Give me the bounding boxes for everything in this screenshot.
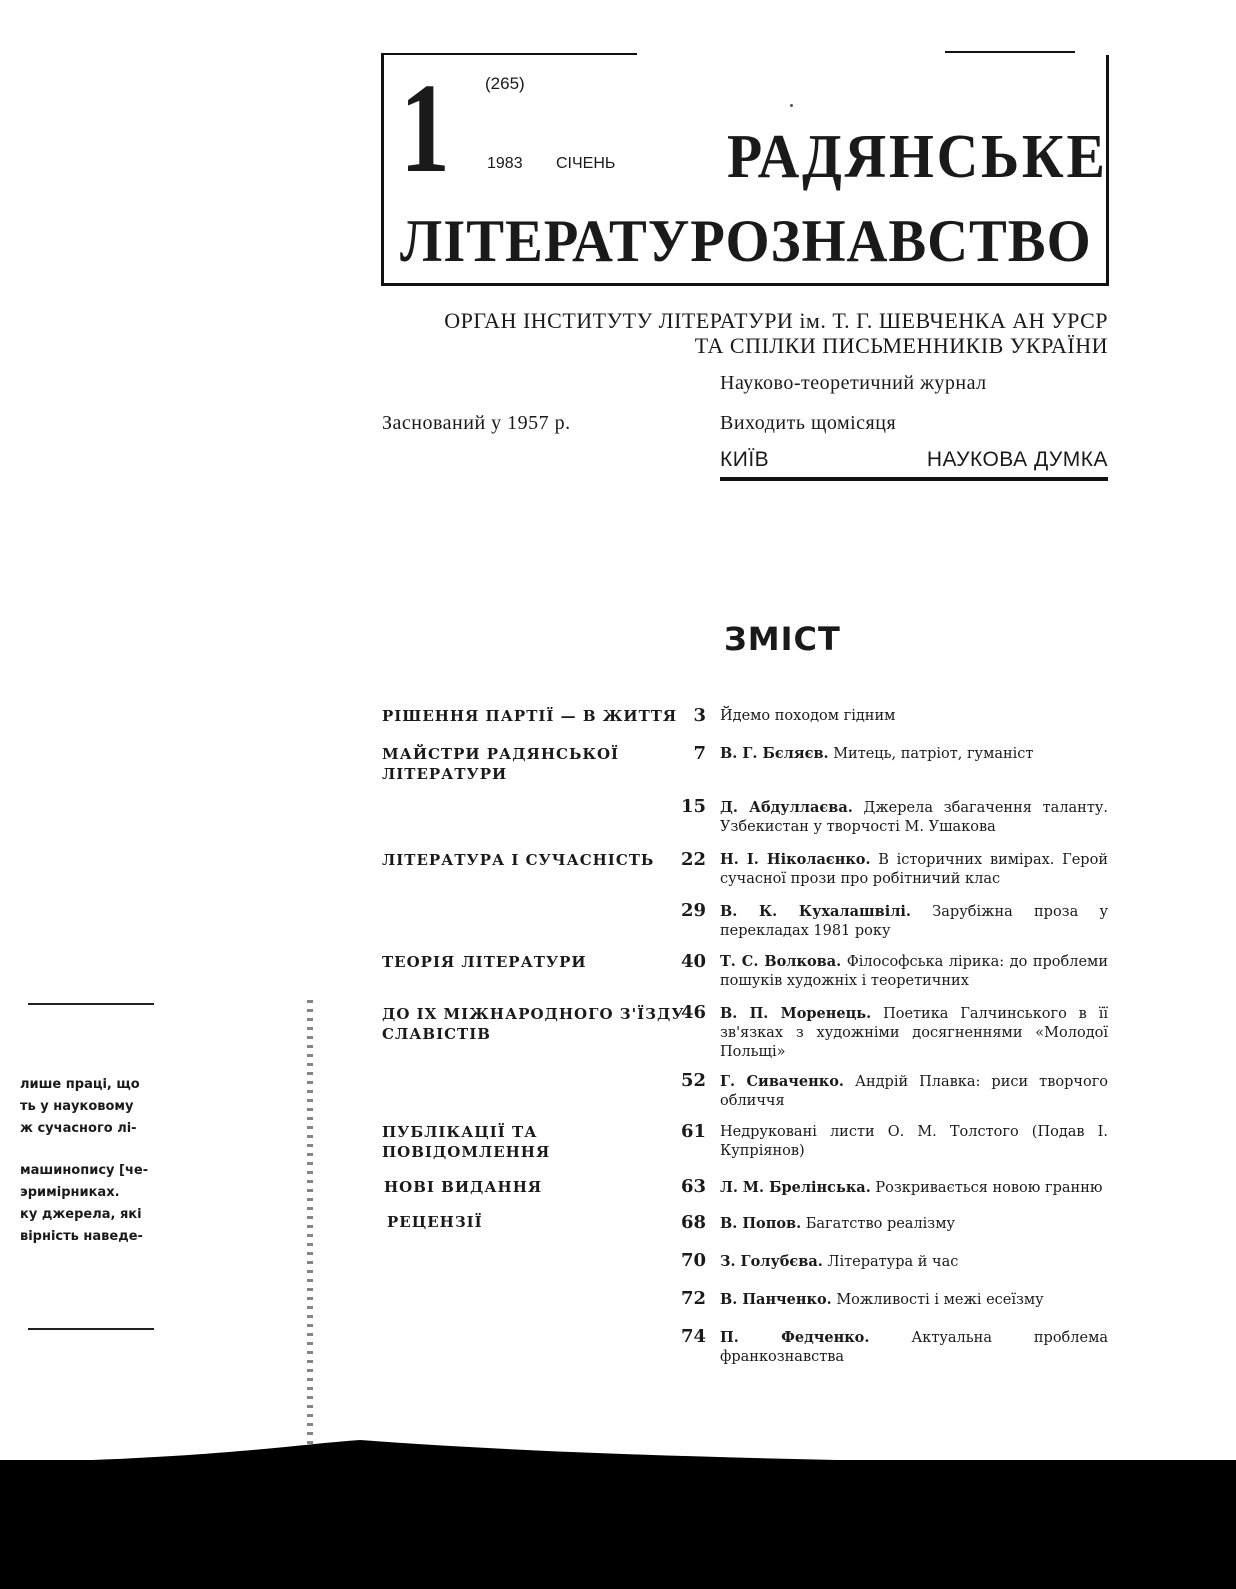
section-heading: ЛІТЕРАТУРА І СУЧАСНІСТЬ — [382, 851, 655, 869]
masthead-top-rule-right — [945, 51, 1075, 53]
entry-page: 7 — [693, 743, 706, 764]
entry-text: В. Попов. Багатство реалізму — [720, 1215, 956, 1232]
fragment-line: вірність наведе- — [20, 1229, 143, 1244]
entry-page: 63 — [680, 1176, 706, 1197]
entry-page: 3 — [693, 705, 706, 726]
organ-line1: ОРГАН ІНСТИТУТУ ЛІТЕРАТУРИ ім. Т. Г. ШЕВЧЕНКА АН УРСР — [444, 308, 1108, 333]
entry-page: 68 — [680, 1212, 706, 1233]
section-heading: РІШЕННЯ ПАРТІЇ — В ЖИТТЯ — [382, 707, 678, 725]
entry-page: 22 — [680, 849, 706, 870]
entry-page: 46 — [680, 1002, 706, 1023]
entry-text: З. Голубєва. Література й час — [720, 1253, 959, 1270]
entry-page: 15 — [680, 796, 706, 817]
section-heading: ДО IX МІЖНАРОДНОГО З'ЇЗДУ СЛАВІСТІВ — [382, 1005, 685, 1043]
entry-text: Д. Абдуллаєва. Джерела збагачення таланту. Узбекистан у творчості М. Ушакова — [720, 799, 1108, 835]
section-heading: НОВІ ВИДАННЯ — [384, 1178, 543, 1196]
entry-page: 29 — [680, 900, 706, 921]
scan-black-border — [0, 1460, 1236, 1589]
entry-page: 74 — [680, 1326, 706, 1347]
founded-year: Заснований у 1957 р. — [382, 412, 571, 434]
section-heading: МАЙСТРИ РАДЯНСЬКОЇ ЛІТЕРАТУРИ — [382, 745, 620, 783]
book-spine-shadow — [307, 1000, 313, 1450]
fragment-line: эримірниках. — [20, 1185, 120, 1200]
publisher-city: КИЇВ — [720, 448, 770, 471]
fragment-line: ть у науковому — [20, 1099, 134, 1114]
fragment-line: ж сучасного лі- — [20, 1121, 137, 1136]
fragment-line: лише праці, що — [20, 1077, 140, 1092]
fragment-line: ку джерела, які — [20, 1207, 142, 1222]
fragment-rule-bottom — [28, 1328, 154, 1330]
entry-page: 61 — [680, 1121, 706, 1142]
entry-text: Л. М. Брелінська. Розкривається новою гранню — [720, 1179, 1103, 1196]
section-heading: ТЕОРІЯ ЛІТЕРАТУРИ — [382, 953, 587, 971]
entry-page: 40 — [680, 951, 706, 972]
entry-text: Недруковані листи О. М. Толстого (Подав І. Купріянов) — [720, 1124, 1108, 1159]
entry-page: 72 — [680, 1288, 706, 1309]
entry-text: Т. С. Волкова. Філософська лірика: до проблеми пошуків художніх і теоретичних — [720, 953, 1108, 989]
journal-title-line1: РАДЯНСЬКЕ — [727, 123, 1108, 191]
issue-number: 1 — [400, 57, 450, 199]
entry-text: В. К. Кухалашвілі. Зарубіжна проза у перекладах 1981 року — [720, 903, 1109, 939]
entry-text: Г. Сиваченко. Андрій Плавка: риси творчого обличчя — [720, 1073, 1109, 1109]
contents-title: ЗМІСТ — [724, 620, 841, 658]
entry-text: В. Панченко. Можливості і межі есеїзму — [720, 1291, 1044, 1308]
speck — [790, 104, 793, 107]
entry-text: П. Федченко. Актуальна проблема франкознавства — [720, 1329, 1109, 1365]
organ-line2: ТА СПІЛКИ ПИСЬМЕННИКІВ УКРАЇНИ — [694, 333, 1108, 358]
entry-text: В. П. Моренець. Поетика Галчинського в її зв'язках з художніми досягненнями «Молодої Польщі» — [720, 1005, 1108, 1060]
issue-month: СІЧЕНЬ — [556, 155, 616, 172]
entry-text: Н. І. Ніколаєнко. В історичних вимірах. Герой сучасної прози про робітничий клас — [720, 851, 1108, 887]
journal-title-line2: ЛІТЕРАТУРОЗНАВСТВО — [400, 208, 1092, 274]
fragment-line: машинопису [че- — [20, 1163, 149, 1178]
entry-text: В. Г. Бєляєв. Митець, патріот, гуманіст — [720, 745, 1034, 762]
entry-page: 70 — [680, 1250, 706, 1271]
section-heading: ПУБЛІКАЦІЇ ТА ПОВІДОМЛЕННЯ — [382, 1123, 551, 1161]
issue-year: 1983 — [487, 155, 523, 172]
entry-page: 52 — [680, 1070, 706, 1091]
publication-frequency: Виходить щомісяця — [720, 412, 897, 434]
issue-total-number: (265) — [485, 74, 525, 93]
section-heading: РЕЦЕНЗІЇ — [387, 1213, 483, 1231]
fragment-rule-top — [28, 1003, 154, 1005]
entry-text: Йдемо походом гідним — [720, 708, 896, 724]
publisher-name: НАУКОВА ДУМКА — [926, 448, 1108, 471]
publisher-rule — [720, 477, 1108, 481]
journal-type: Науково-теоретичний журнал — [720, 372, 987, 394]
